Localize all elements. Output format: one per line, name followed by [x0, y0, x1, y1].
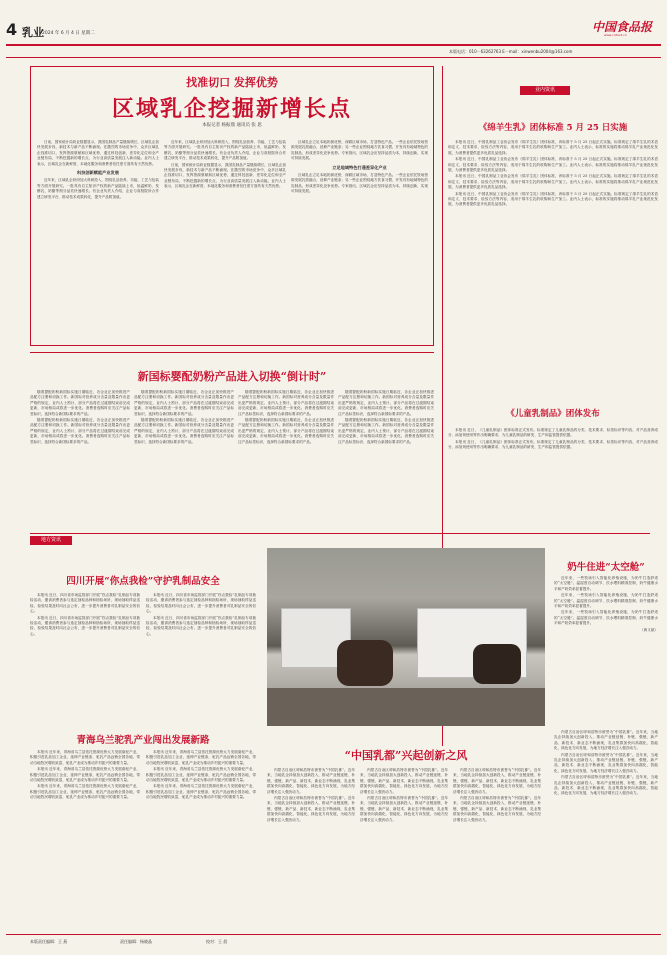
local-story2-title: 青海乌兰驼乳产业闯出发展新路 — [76, 735, 210, 746]
feature-para-3: 近年来，一些牧场引入智能化养殖设施，为奶牛打造舒适的“太空舱”。温湿度自动调节、饮水喂料精准控制，奶牛健康水平和产奶效率显著提升。 — [554, 610, 658, 626]
bottom-para-9: 内蒙古自治区呼和浩特市被誉为“中国乳都”。近年来，当地乳企持续加大创新投入，推动产业链延链、补链、强链，新产品、新技术、新业态不断涌现，乳业集群加快向高端化、智能化、绿色化方向发展，为地方经济增长注入强劲动力。 — [554, 775, 658, 796]
bottom-para-6: 内蒙古自治区呼和浩特市被誉为“中国乳都”。近年来，当地乳企持续加大创新投入，推动产业链延链、补链、强链，新产品、新技术、新业态不断涌现，乳业集群加快向高端化、智能化、绿色化方向发展，为地方经济增长注入强劲动力。 — [453, 796, 541, 822]
photo-calf — [337, 640, 393, 686]
masthead-url: www.cnfood.cn — [604, 33, 627, 37]
feature-title: 奶牛住进“太空舱” — [567, 562, 645, 573]
feature-byline: （黄义斌） — [640, 627, 658, 632]
bottom-col-2 — [360, 768, 448, 928]
bottom-para-1: 内蒙古自治区呼和浩特市被誉为“中国乳都”。近年来，当地乳企持续加大创新投入，推动产业链延链、补链、强链，新产品、新技术、新业态不断涌现，乳业集群加快向高端化、智能化、绿色化方向发展，为地方经济增长注入强劲动力。 — [267, 768, 355, 794]
story2-title: 《儿童乳制品》团体发布 — [506, 409, 600, 419]
story1-para-2: 本报讯 近日，中国乳制品工业协会发布《绵羊生乳》团体标准，该标准于 5 月 25 日起正式实施。标准规定了绵羊生乳的术语和定义、技术要求、检验方法等内容，适用于绵羊生乳的收购和生产加工。业内人士表示，标准的实施将推动绵羊乳产业规范化发展，为消费者提供更多优质乳品选择。 — [448, 157, 658, 173]
local-story1-col-1 — [30, 593, 140, 713]
local-story1-title: 四川开展“你点我检”守护乳制品安全 — [66, 576, 220, 587]
middle-para-4: 随着婴配奶粉新国标实施日期临近，各企业正加快推进产品配方注册和切换工作。新国标对营养成分含量及限量作出更严格的规定，业内人士预计，部分产品将在过渡期结束前完成更新，市场格局或将进一步优化。消费者选购时应关注产品标签标识，选择符合新国标要求的产品。 — [134, 418, 234, 444]
bottom-col-1 — [267, 768, 355, 928]
middle-para-1: 随着婴配奶粉新国标实施日期临近，各企业正加快推进产品配方注册和切换工作。新国标对营养成分含量及限量作出更严格的规定，业内人士预计，部分产品将在过渡期结束前完成更新，市场格局或将进一步优化。消费者选购时应关注产品标签标识，选择符合新国标要求的产品。 — [30, 390, 130, 416]
story1-title: 《绵羊生乳》团体标准 5 月 25 日实施 — [478, 123, 628, 133]
bottom-story-title: “中国乳都”兴起创新之风 — [344, 749, 468, 762]
header-rule — [6, 44, 661, 46]
local-story2-col-2 — [146, 750, 256, 928]
middle-para-7: 随着婴配奶粉新国标实施日期临近，各企业正加快推进产品配方注册和切换工作。新国标对营养成分含量及限量作出更严格的规定，业内人士预计，部分产品将在过渡期结束前完成更新，市场格局或将进一步优化。消费者选购时应关注产品标签标识，选择符合新国标要求的产品。 — [338, 390, 434, 416]
footer-proofreader: 校对：王 晨 — [206, 939, 228, 944]
middle-para-6: 随着婴配奶粉新国标实施日期临近，各企业正加快推进产品配方注册和切换工作。新国标对营养成分含量及限量作出更严格的规定，业内人士预计，部分产品将在过渡期结束前完成更新，市场格局或将进一步优化。消费者选购时应关注产品标签标识，选择符合新国标要求的产品。 — [238, 418, 334, 444]
industry-news-tag: 业内资讯 — [520, 86, 570, 95]
story2-para-1: 本报讯 近日，《儿童乳制品》团体标准正式发布。标准规定了儿童乳制品的分类、技术要求、标签标识等内容，对产品营养成分、添加剂使用等作出明确要求，为儿童乳制品的研发、生产和监管提供依据。 — [448, 428, 658, 438]
masthead: 中国食品报 — [592, 20, 653, 34]
middle-col-2 — [134, 390, 234, 508]
lead-para-3: 近年来，区域乳企纷纷加大科研投入，围绕乳品营养、功能、工艺与包装等方面开展研究。一批具有自主知识产权的新产品陆续上市，低温鲜奶、发酵乳、奶酪等细分品类快速增长。有企业负责人介绍，企业与高校院所合作建立研发平台，推动技术成果转化，提升产品附加值。 — [164, 140, 286, 161]
lead-col-2 — [164, 140, 286, 340]
story2-body — [448, 428, 658, 503]
local2-para-1: 本报讯 近年来，青海省乌兰县依托资源优势大力发展骆驼产业，积极引进乳品加工企业，延伸产业链条，驼乳产品远销全国各地，带动当地牧民增收致富，驼乳产业成为推动乡村振兴的重要力量。 — [30, 750, 140, 765]
story1-para-1: 本报讯 近日，中国乳制品工业协会发布《绵羊生乳》团体标准，该标准于 5 月 25 日起正式实施。标准规定了绵羊生乳的术语和定义、技术要求、检验方法等内容，适用于绵羊生乳的收购和生产加工。业内人士表示，标准的实施将推动绵羊乳产业规范化发展，为消费者提供更多优质乳品选择。 — [448, 140, 658, 155]
lead-para-2: 近年来，区域乳企纷纷加大科研投入，围绕乳品营养、功能、工艺与包装等方面开展研究。一批具有自主知识产权的新产品陆续上市，低温鲜奶、发酵乳、奶酪等细分品类快速增长。有企业负责人介绍，企业与高校院所合作建立研发平台，推动技术成果转化，提升产品附加值。 — [37, 178, 159, 199]
calf-pen-photo — [267, 548, 545, 726]
lead-subhead-2: 立足地域特色打通差异化产业 — [332, 164, 387, 170]
lead-byline: 本报记者 杨振鼎 通讯员 张 思 — [202, 123, 262, 128]
feature-para-2: 近年来，一些牧场引入智能化养殖设施，为奶牛打造舒适的“太空舱”。温湿度自动调节、饮水喂料精准控制，奶牛健康水平和产奶效率显著提升。 — [554, 593, 658, 609]
local1-para-2: 本报讯 近日，四川省市场监管部门开展“你点我检”乳制品专项抽检活动，邀请消费者参与选定抽检品种和抽检场所，现场抽取样品送检，检验结果及时向社会公布，进一步提升消费者对乳制品安全的信心。 — [30, 615, 140, 636]
local-story1-col-2 — [146, 593, 256, 713]
story1-body — [448, 140, 658, 350]
story1-para-3: 本报讯 近日，中国乳制品工业协会发布《绵羊生乳》团体标准，该标准于 5 月 25 日起正式实施。标准规定了绵羊生乳的术语和定义、技术要求、检验方法等内容，适用于绵羊生乳的收购和生产加工。业内人士表示，标准的实施将推动绵羊乳产业规范化发展，为消费者提供更多优质乳品选择。 — [448, 174, 658, 190]
bottom-para-5: 内蒙古自治区呼和浩特市被誉为“中国乳都”。近年来，当地乳企持续加大创新投入，推动产业链延链、补链、强链，新产品、新技术、新业态不断涌现，乳业集群加快向高端化、智能化、绿色化方向发展，为地方经济增长注入强劲动力。 — [453, 768, 541, 794]
local-news-tag: 地方资讯 — [30, 536, 72, 545]
local2-para-2: 本报讯 近年来，青海省乌兰县依托资源优势大力发展骆驼产业，积极引进乳品加工企业，延伸产业链条，驼乳产品远销全国各地，带动当地牧民增收致富，驼乳产业成为推动乡村振兴的重要力量。 — [30, 767, 140, 783]
feature-body — [554, 576, 658, 726]
feature-para-1: 近年来，一些牧场引入智能化养殖设施，为奶牛打造舒适的“太空舱”。温湿度自动调节、饮水喂料精准控制，奶牛健康水平和产奶效率显著提升。 — [554, 576, 658, 591]
photo-ground — [267, 688, 545, 726]
story2-para-2: 本报讯 近日，《儿童乳制品》团体标准正式发布。标准规定了儿童乳制品的分类、技术要求、标签标识等内容，对产品营养成分、添加剂使用等作出明确要求，为儿童乳制品的研发、生产和监管提供依据。 — [448, 439, 658, 450]
bottom-para-4: 内蒙古自治区呼和浩特市被誉为“中国乳都”。近年来，当地乳企持续加大创新投入，推动产业链延链、补链、强链，新产品、新技术、新业态不断涌现，乳业集群加快向高端化、智能化、绿色化方向发展，为地方经济增长注入强劲动力。 — [360, 796, 448, 822]
local2-para-4: 本报讯 近年来，青海省乌兰县依托资源优势大力发展骆驼产业，积极引进乳品加工企业，延伸产业链条，驼乳产品远销全国各地，带动当地牧民增收致富，驼乳产业成为推动乡村振兴的重要力量。 — [146, 750, 256, 765]
page-number: 4 — [6, 20, 18, 39]
section-name: 乳业 — [22, 26, 44, 39]
bottom-para-3: 内蒙古自治区呼和浩特市被誉为“中国乳都”。近年来，当地乳企持续加大创新投入，推动产业链延链、补链、强链，新产品、新技术、新业态不断涌现，乳业集群加快向高端化、智能化、绿色化方向发展，为地方经济增长注入强劲动力。 — [360, 768, 448, 794]
lead-subhead-1: 科技创新赋能产业发展 — [77, 170, 119, 176]
local1-para-3: 本报讯 近日，四川省市场监管部门开展“你点我检”乳制品专项抽检活动，邀请消费者参与选定抽检品种和抽检场所，现场抽取样品送检，检验结果及时向社会公布，进一步提升消费者对乳制品安全的信心。 — [146, 593, 256, 614]
bottom-col-4 — [554, 730, 658, 928]
lead-para-4: 日前，国家统计局奶业数据显示，我国乳制品产量继续增长，区域乳企加快发展步伐，新技术与新产品不断涌现。在激烈的市场竞争中，众多区域乳企找准切口，发挥资源禀赋和区域优势，通过科技创新、差异化定位和全产业链布局，不断挖掘新的增长点，为行业高质量发展注入新动能。业内人士表示，区域乳企在新鲜度、本地化服务和消费者信任度方面具有天然优势。 — [164, 162, 286, 189]
footer-rule — [6, 934, 661, 935]
middle-col-1 — [30, 390, 130, 508]
middle-para-3: 随着婴配奶粉新国标实施日期临近，各企业正加快推进产品配方注册和切换工作。新国标对营养成分含量及限量作出更严格的规定，业内人士预计，部分产品将在过渡期结束前完成更新，市场格局或将进一步优化。消费者选购时应关注产品标签标识，选择符合新国标要求的产品。 — [134, 390, 234, 416]
footer-editor: 本版责任编辑：王 燕 — [30, 939, 68, 944]
date-line: 2024 年 6 月 4 日 星期二 — [42, 31, 95, 36]
middle-col-3 — [238, 390, 334, 508]
lead-para-6: 区域乳企立足本地奶源优势，深耕区域市场，打造特色产品。一些企业依托牧场资源发展乳旅融合，延伸产业链条；另一些企业围绕地方饮食习惯，开发具有地域特色的乳制品，形成差异化竞争优势。专家指出，区域乳企应坚持品质为本，持续创新，实现可持续发展。 — [291, 173, 428, 194]
story1-para-4: 本报讯 近日，中国乳制品工业协会发布《绵羊生乳》团体标准，该标准于 5 月 25 日起正式实施。标准规定了绵羊生乳的术语和定义、技术要求、检验方法等内容，适用于绵羊生乳的收购和生产加工。业内人士表示，标准的实施将推动绵羊乳产业规范化发展，为消费者提供更多优质乳品选择。 — [448, 191, 658, 207]
middle-title: 新国标婴配奶粉产品进入切换“倒计时” — [137, 370, 327, 383]
middle-para-8: 随着婴配奶粉新国标实施日期临近，各企业正加快推进产品配方注册和切换工作。新国标对营养成分含量及限量作出更严格的规定，业内人士预计，部分产品将在过渡期结束前完成更新，市场格局或将进一步优化。消费者选购时应关注产品标签标识，选择符合新国标要求的产品。 — [338, 418, 434, 444]
bottom-para-8: 内蒙古自治区呼和浩特市被誉为“中国乳都”。近年来，当地乳企持续加大创新投入，推动产业链延链、补链、强链，新产品、新技术、新业态不断涌现，乳业集群加快向高端化、智能化、绿色化方向发展，为地方经济增长注入强劲动力。 — [554, 752, 658, 773]
lead-col-3 — [291, 140, 428, 340]
local1-para-1: 本报讯 近日，四川省市场监管部门开展“你点我检”乳制品专项抽检活动，邀请消费者参与选定抽检品种和抽检场所，现场抽取样品送检，检验结果及时向社会公布，进一步提升消费者对乳制品安全的信心。 — [30, 593, 140, 614]
bottom-col-3 — [453, 768, 541, 928]
local-rule — [30, 533, 650, 534]
edit-line: 本版电话：010－63262763 E－mail：xinwenbu2004@163.com — [449, 49, 573, 54]
header-rule-thin — [6, 57, 661, 58]
lead-col-1 — [37, 140, 159, 340]
middle-col-4 — [338, 390, 434, 508]
bottom-para-7: 内蒙古自治区呼和浩特市被誉为“中国乳都”。近年来，当地乳企持续加大创新投入，推动产业链延链、补链、强链，新产品、新技术、新业态不断涌现，乳业集群加快向高端化、智能化、绿色化方向发展，为地方经济增长注入强劲动力。 — [554, 730, 658, 751]
lead-title: 区域乳企挖掘新增长点 — [111, 96, 352, 122]
local-story2-col-1 — [30, 750, 140, 928]
middle-para-5: 随着婴配奶粉新国标实施日期临近，各企业正加快推进产品配方注册和切换工作。新国标对营养成分含量及限量作出更严格的规定，业内人士预计，部分产品将在过渡期结束前完成更新，市场格局或将进一步优化。消费者选购时应关注产品标签标识，选择符合新国标要求的产品。 — [238, 390, 334, 416]
local2-para-5: 本报讯 近年来，青海省乌兰县依托资源优势大力发展骆驼产业，积极引进乳品加工企业，延伸产业链条，驼乳产品远销全国各地，带动当地牧民增收致富，驼乳产业成为推动乡村振兴的重要力量。 — [146, 767, 256, 783]
local2-para-3: 本报讯 近年来，青海省乌兰县依托资源优势大力发展骆驼产业，积极引进乳品加工企业，延伸产业链条，驼乳产品远销全国各地，带动当地牧民增收致富，驼乳产业成为推动乡村振兴的重要力量。 — [30, 784, 140, 800]
middle-para-2: 随着婴配奶粉新国标实施日期临近，各企业正加快推进产品配方注册和切换工作。新国标对营养成分含量及限量作出更严格的规定，业内人士预计，部分产品将在过渡期结束前完成更新，市场格局或将进一步优化。消费者选购时应关注产品标签标识，选择符合新国标要求的产品。 — [30, 418, 130, 444]
local1-para-4: 本报讯 近日，四川省市场监管部门开展“你点我检”乳制品专项抽检活动，邀请消费者参与选定抽检品种和抽检场所，现场抽取样品送检，检验结果及时向社会公布，进一步提升消费者对乳制品安全的信心。 — [146, 615, 256, 636]
lead-para-1: 日前，国家统计局奶业数据显示，我国乳制品产量继续增长，区域乳企加快发展步伐，新技术与新产品不断涌现。在激烈的市场竞争中，众多区域乳企找准切口，发挥资源禀赋和区域优势，通过科技创新、差异化定位和全产业链布局，不断挖掘新的增长点，为行业高质量发展注入新动能。业内人士表示，区域乳企在新鲜度、本地化服务和消费者信任度方面具有天然优势。 — [37, 140, 159, 166]
middle-rule — [30, 352, 434, 353]
footer-duty-editor: 责任编辑：杨晓晶 — [120, 939, 152, 944]
bottom-para-2: 内蒙古自治区呼和浩特市被誉为“中国乳都”。近年来，当地乳企持续加大创新投入，推动产业链延链、补链、强链，新产品、新技术、新业态不断涌现，乳业集群加快向高端化、智能化、绿色化方向发展，为地方经济增长注入强劲动力。 — [267, 796, 355, 822]
photo-calf-right — [473, 644, 521, 684]
local2-para-6: 本报讯 近年来，青海省乌兰县依托资源优势大力发展骆驼产业，积极引进乳品加工企业，延伸产业链条，驼乳产品远销全国各地，带动当地牧民增收致富，驼乳产业成为推动乡村振兴的重要力量。 — [146, 784, 256, 800]
lead-para-5: 区域乳企立足本地奶源优势，深耕区域市场，打造特色产品。一些企业依托牧场资源发展乳旅融合，延伸产业链条；另一些企业围绕地方饮食习惯，开发具有地域特色的乳制品，形成差异化竞争优势。专家指出，区域乳企应坚持品质为本，持续创新，实现可持续发展。 — [291, 140, 428, 161]
lead-kicker: 找准切口 发挥优势 — [186, 76, 278, 89]
